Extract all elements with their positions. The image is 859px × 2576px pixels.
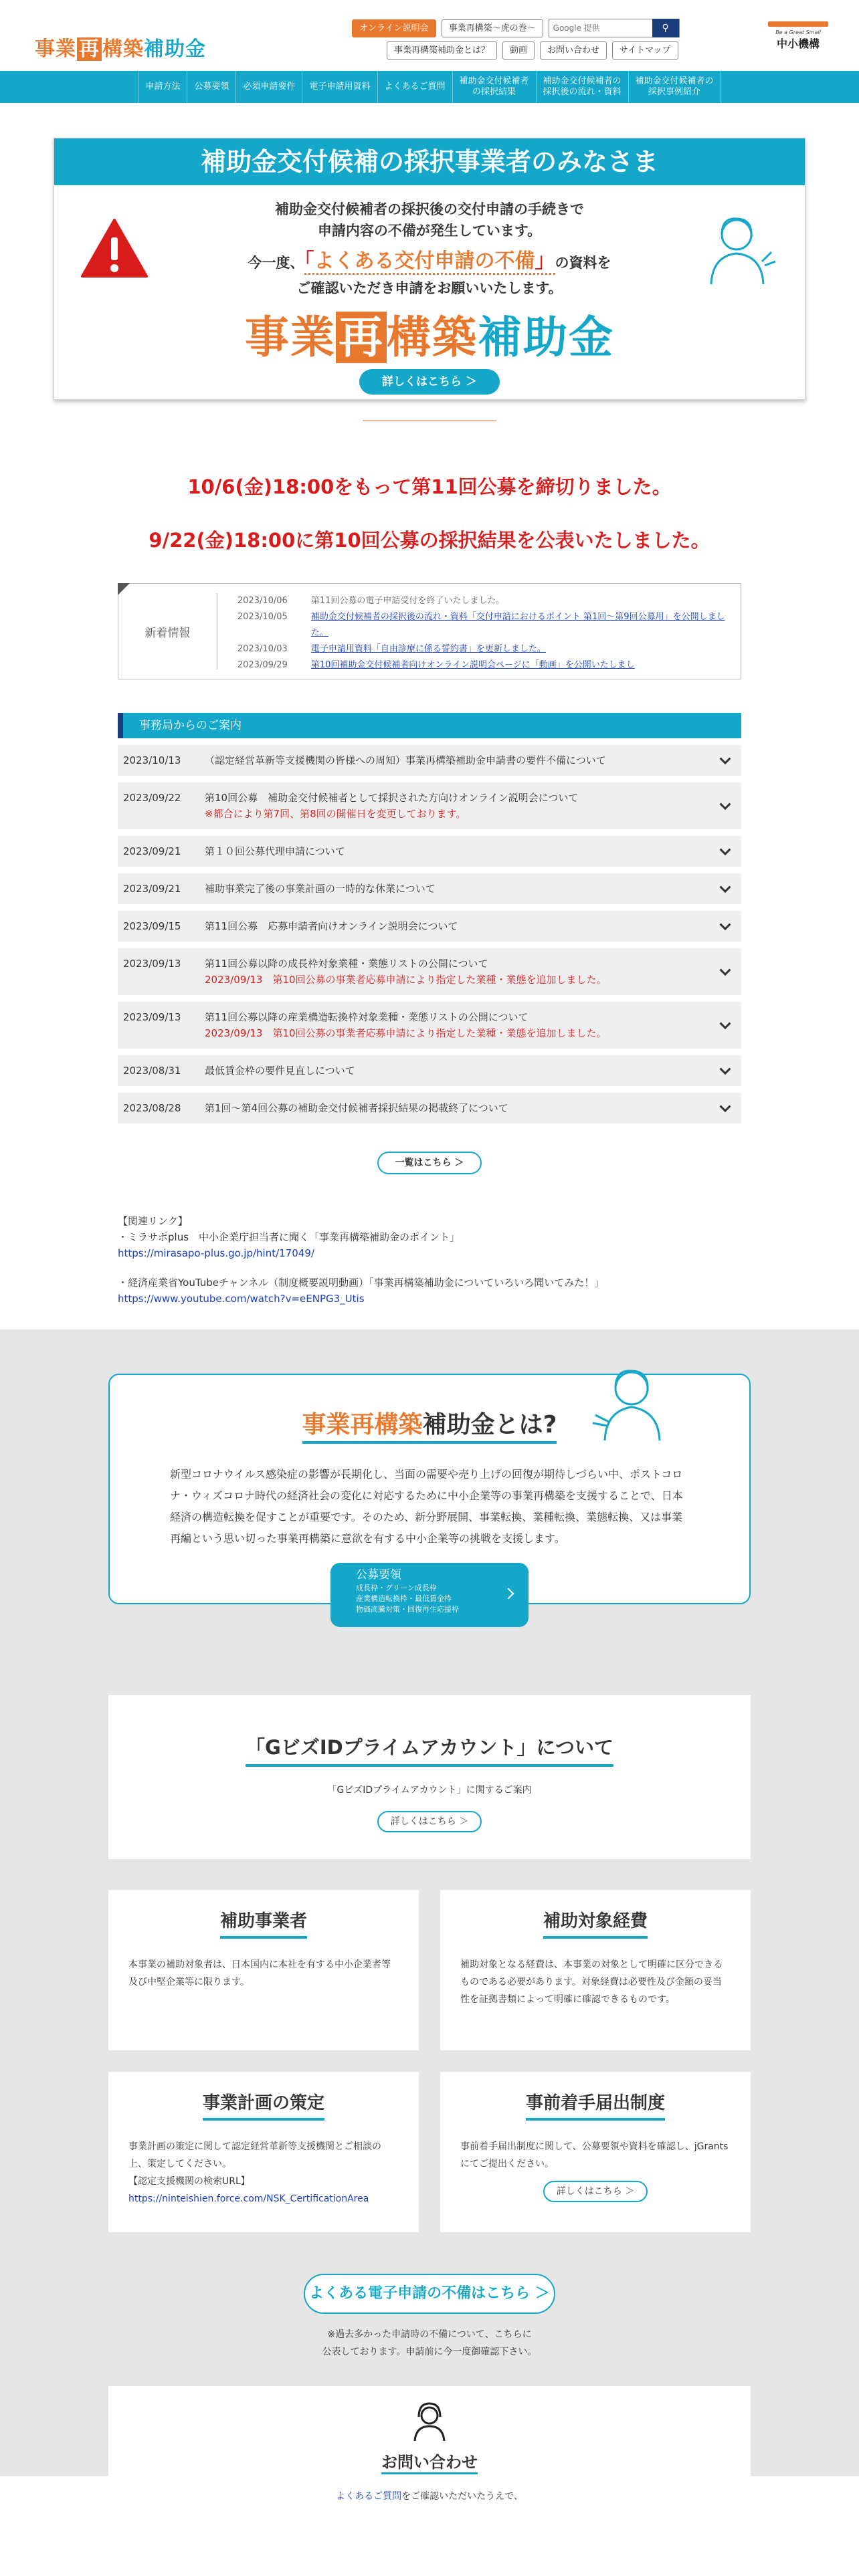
nav-item-after-flow[interactable]: 補助金交付候補者の 採択後の流れ・資料 — [536, 71, 628, 103]
nav-item-guidelines[interactable]: 公募要領 — [187, 71, 235, 103]
hero-big-1: 事業 — [245, 312, 336, 363]
hero-big-3: 構築 — [387, 312, 478, 363]
contact-text — [108, 2489, 751, 2502]
about-box — [108, 1374, 751, 1614]
faq-note-2: 公表しております。申請前に今一度御確認下さい。 — [322, 2347, 537, 2357]
about-title-b: 補助金とは? — [422, 1411, 557, 1438]
search-icon[interactable]: ⚲ — [652, 19, 679, 37]
search-input[interactable] — [549, 19, 652, 37]
smrj-logo-bar — [768, 21, 828, 27]
accordion-title: 最低賃金枠の要件見直しについて — [205, 1065, 355, 1077]
card-text: 本事業の補助対象者は、日本国内に本社を有する中小企業者等及び中堅企業等に限ります。 — [128, 1959, 391, 1988]
chevron-down-icon[interactable] — [720, 798, 731, 810]
accordion-date: 2023/09/13 — [123, 1011, 181, 1023]
faq-note — [0, 2326, 859, 2361]
accordion-item[interactable] — [118, 1002, 741, 1049]
faq-note-1: ※過去多かった申請時の不備について、こちらに — [327, 2329, 532, 2340]
accordion-item[interactable] — [118, 948, 741, 995]
accordion-note: 2023/09/13 第10回公募の事業者応募申請により指定した業種・業態を追加しました。 — [205, 1027, 607, 1039]
chevron-down-icon[interactable] — [720, 1063, 731, 1075]
accordion-title: 第11回公募以降の成長枠対象業種・業態リストの公開について — [205, 958, 488, 970]
chevron-down-icon[interactable] — [720, 1018, 731, 1029]
office-notices — [118, 713, 741, 1174]
tora-no-maki-button[interactable]: 事業再構築〜虎の巻〜 — [442, 19, 543, 37]
accordion-title: 第1回〜第4回公募の補助金交付候補者採択結果の掲載終了について — [205, 1102, 508, 1114]
related-links — [118, 1213, 741, 1307]
accordion-title: 第10回公募 補助金交付候補者として採択された方向けオンライン説明会について — [205, 792, 579, 804]
chevron-down-icon[interactable] — [720, 844, 731, 855]
online-briefing-button[interactable]: オンライン説明会 — [352, 19, 436, 37]
new-info-text: 第11回公募の電子申請受付を終了いたしました。 — [310, 596, 505, 606]
header-link-about[interactable]: 事業再構築補助金とは？ — [387, 41, 497, 60]
header-link-video[interactable]: 動画 — [502, 41, 535, 60]
about-title-a: 事業再構築 — [302, 1411, 423, 1438]
chevron-down-icon[interactable] — [720, 964, 731, 976]
operator-lady-icon — [589, 1362, 676, 1442]
card-text — [128, 2138, 399, 2208]
hero-big-4: 補助金 — [478, 312, 614, 363]
header-links — [387, 41, 678, 60]
chevron-right-icon — [503, 1588, 514, 1600]
global-nav — [0, 71, 859, 103]
accordion-date: 2023/09/21 — [123, 883, 181, 895]
accordion-title: 補助事業完了後の事業計画の一時的な休業について — [205, 883, 436, 895]
contact-title: お問い合わせ — [381, 2449, 478, 2474]
hero-line-1a: 補助金交付候補者の採択後の交付申請の手続きで — [275, 201, 584, 217]
accordion-date: 2023/09/21 — [123, 845, 181, 857]
announcement-results: 9/22(金)18:00に第10回公募の採択結果を公表いたしました。 — [149, 529, 710, 552]
logo-text-3: 構築 — [102, 37, 144, 61]
accordion-date: 2023/09/22 — [123, 792, 181, 804]
card-text-body: 事業計画の策定に関して認定経営革新等支援機関とご相談の上、策定してください。 — [128, 2141, 381, 2169]
accordion-note: 2023/09/13 第10回公募の事業者応募申請により指定した業種・業態を追加しました。 — [205, 974, 607, 986]
accordion-title: 第11回公募 応募申請者向けオンライン説明会について — [205, 920, 458, 932]
card-title: 補助事業者 — [220, 1907, 307, 1939]
new-info-link[interactable]: 補助金交付候補者の採択後の流れ・資料「交付申請におけるポイント 第1回〜第9回公募用」を公開しました。 — [310, 612, 725, 638]
card-text: 補助対象となる経費は、本事業の対象として明確に区分できるものである必要があります。対象経費は必要性及び金額の妥当性を証拠書類によって明確に確認できるものです。 — [460, 1959, 723, 2005]
hero-detail-button[interactable]: 詳しくはこちら ＞ — [359, 369, 500, 395]
hero-body — [54, 185, 805, 399]
new-info-link[interactable]: 第10回補助金交付候補者向けオンライン説明会ページに「動画」を公開いたしまし — [310, 660, 635, 670]
chevron-down-icon[interactable] — [720, 753, 731, 764]
related-url-1[interactable]: https://mirasapo-plus.go.jp/hint/17049/ — [118, 1247, 314, 1259]
new-info-label: 新着情報 — [118, 593, 217, 669]
accordion-note: ※都合により第7回、第8回の開催日を変更しております。 — [205, 808, 466, 820]
about-text: 新型コロナウイルス感染症の影響が長期化し、当面の需要や売り上げの回復が期待しづらい中、ポストコロナ・ウィズコロナ時代の経済社会の変化に対応するために中小企業等の事業再構築を支援することで、日本経済の構造転換を促すことが重要です。そのため、新分野展開、事業転換、業種転換、業態転換、又は事業再編という思い切った事業再構築に意欲を有する中小企業等の挑戦を支援します。 — [170, 1468, 683, 1545]
contact-text-body: をご確認いただいたうえで、 — [401, 2491, 523, 2502]
announcement-deadline: 10/6(金)18:00をもって第11回公募を締切りました。 — [187, 475, 672, 498]
new-info-item[interactable] — [237, 641, 729, 657]
hero-line-2 — [54, 244, 805, 274]
related-url-2[interactable]: https://www.youtube.com/watch?v=eENPG3_Utis — [118, 1293, 365, 1305]
header-link-contact[interactable]: お問い合わせ — [540, 41, 607, 60]
accordion-item[interactable] — [118, 745, 741, 776]
related-text-1: ・ミラサポplus 中小企業庁担当者に聞く「事業再構築補助金のポイント」 — [118, 1231, 460, 1243]
accordion-item[interactable] — [118, 873, 741, 904]
chevron-down-icon[interactable] — [720, 881, 731, 893]
nav-item-cases[interactable]: 補助金交付候補者の 採択事例紹介 — [628, 71, 721, 103]
chevron-down-icon[interactable] — [720, 919, 731, 930]
smrj-logo[interactable] — [768, 21, 828, 51]
new-info-item — [237, 593, 729, 609]
faq-defects-button[interactable]: よくある電子申請の不備はこちら ＞ — [304, 2274, 555, 2314]
gbiz-card — [108, 1695, 751, 1859]
hero-line-2-pre: 今一度、 — [248, 255, 304, 271]
accordion-title: （認定経営革新等支援機関の皆様への周知）事業再構築補助金申請書の要件不備について — [205, 754, 606, 766]
hero-bracket-left: 「 — [304, 249, 314, 273]
lower-section — [0, 1329, 859, 2502]
nav-item-apply[interactable]: 申請方法 — [138, 71, 187, 103]
notice-section — [0, 447, 859, 1329]
guidelines-line: 成長枠・グリーン成長枠 — [356, 1584, 437, 1592]
card-advance-start — [440, 2072, 751, 2232]
site-logo[interactable] — [35, 32, 206, 62]
accordion-title: 第11回公募以降の産業構造転換枠対象業種・業態リストの公開について — [205, 1011, 529, 1023]
new-info-date: 2023/10/05 — [237, 612, 288, 622]
related-text-2: ・経済産業省YouTubeチャンネル（制度概要説明動画）「事業再構築補助金についていろいろ聞いてみた！」 — [118, 1277, 605, 1289]
new-info-box — [118, 583, 741, 679]
new-info-list — [217, 584, 741, 679]
card-title: 事前着手届出制度 — [526, 2089, 665, 2121]
hero-line-2-post: の資料を — [555, 255, 611, 271]
logo-text-4: 補助金 — [144, 37, 206, 61]
accordion-date: 2023/08/31 — [123, 1065, 181, 1077]
accordion-date: 2023/09/15 — [123, 920, 181, 932]
accordion-item[interactable] — [118, 1093, 741, 1123]
related-heading: 【関連リンク】 — [118, 1215, 188, 1227]
hero-section — [0, 103, 859, 447]
hero-line-3: ご確認いただき申請をお願いいたします。 — [296, 280, 563, 296]
gbiz-detail-button[interactable]: 詳しくはこちら ＞ — [377, 1811, 482, 1832]
new-info-date: 2023/09/29 — [237, 660, 288, 670]
new-info-date: 2023/10/03 — [237, 644, 288, 654]
office-notices-heading: 事務局からのご案内 — [118, 713, 741, 738]
card-url-link[interactable]: https://ninteishien.force.com/NSK_CertificationArea — [128, 2193, 369, 2204]
card-title: 事業計画の策定 — [203, 2089, 324, 2121]
view-all-button[interactable]: 一覧はこちら ＞ — [377, 1152, 482, 1174]
header-top-row — [352, 19, 680, 37]
divider — [363, 420, 496, 421]
site-search — [549, 19, 680, 37]
hero-banner[interactable] — [54, 138, 805, 400]
hero-big-2: 再 — [336, 312, 387, 363]
card-detail-button[interactable]: 詳しくはこちら ＞ — [543, 2181, 648, 2202]
nav-item-faq[interactable]: よくあるご質問 — [377, 71, 452, 103]
logo-text-2: 再 — [77, 37, 102, 61]
chevron-down-icon[interactable] — [720, 1101, 731, 1112]
hero-line-1b: 申請内容の不備が発生しています。 — [317, 223, 542, 239]
accordion-date: 2023/09/13 — [123, 958, 181, 970]
contact-card — [108, 2386, 751, 2502]
accordion-title: 第１０回公募代理申請について — [205, 845, 345, 857]
guidelines-line: 物価高騰対策・回復再生応援枠 — [356, 1605, 459, 1614]
nav-item-e-docs[interactable]: 電子申請用資料 — [302, 71, 377, 103]
card-text: 事前着手届出制度に関して、公募要領や資料を確認し、jGrantsにてご提出ください。 — [460, 2141, 729, 2169]
guidelines-title: 公募要領 — [356, 1568, 401, 1582]
logo-text-1: 事業 — [35, 37, 76, 61]
new-info-link[interactable]: 電子申請用資料「自由診療に係る誓約書」を更新しました。 — [310, 644, 546, 654]
card-eligible-business — [108, 1890, 419, 2050]
hero-highlight-text: よくある交付申請の不備 — [314, 249, 535, 273]
accordion-date: 2023/10/13 — [123, 754, 181, 766]
gbiz-title: 「GビズIDプライムアカウント」について — [246, 1733, 613, 1767]
nav-item-requirements[interactable]: 必須申請要件 — [235, 71, 302, 103]
operator-lady-icon — [698, 212, 778, 286]
guidelines-line: 産業構造転換枠・最低賃金枠 — [356, 1594, 452, 1603]
smrj-logo-en: Be a Great Small — [775, 29, 821, 35]
accordion-item[interactable] — [118, 836, 741, 867]
new-info-date: 2023/10/06 — [237, 596, 288, 606]
accordion-date: 2023/08/28 — [123, 1102, 181, 1114]
card-title: 補助対象経費 — [543, 1907, 648, 1939]
hero-bracket-right: 」 — [535, 249, 555, 273]
contact-faq-link[interactable]: よくあるご質問 — [336, 2491, 402, 2502]
header-link-sitemap[interactable]: サイトマップ — [612, 41, 678, 60]
gbiz-text: 「GビズIDプライムアカウント」に関するご案内 — [327, 1785, 532, 1796]
guidelines-button[interactable] — [330, 1563, 529, 1627]
smrj-logo-jp: 中小機構 — [776, 37, 820, 50]
new-info-item[interactable] — [237, 609, 729, 641]
hero-big-logo — [54, 302, 805, 365]
hero-line-1 — [54, 185, 805, 241]
card-business-plan — [108, 2072, 419, 2232]
accordion-item[interactable] — [118, 911, 741, 942]
card-text-url-label: 【認定支援機関の検索URL】 — [128, 2176, 250, 2187]
support-headset-icon — [409, 2402, 450, 2441]
accordion-item[interactable] — [118, 1055, 741, 1086]
warning-icon — [81, 219, 148, 278]
hero-highlight — [304, 249, 555, 275]
accordion-item[interactable] — [118, 782, 741, 829]
info-cards — [108, 1890, 751, 2232]
new-info-item[interactable] — [237, 657, 729, 673]
card-eligible-expenses — [440, 1890, 751, 2050]
site-header — [0, 0, 859, 71]
nav-item-results[interactable]: 補助金交付候補者 の採択結果 — [452, 71, 536, 103]
hero-title: 補助金交付候補の採択事業者のみなさま — [54, 138, 805, 185]
